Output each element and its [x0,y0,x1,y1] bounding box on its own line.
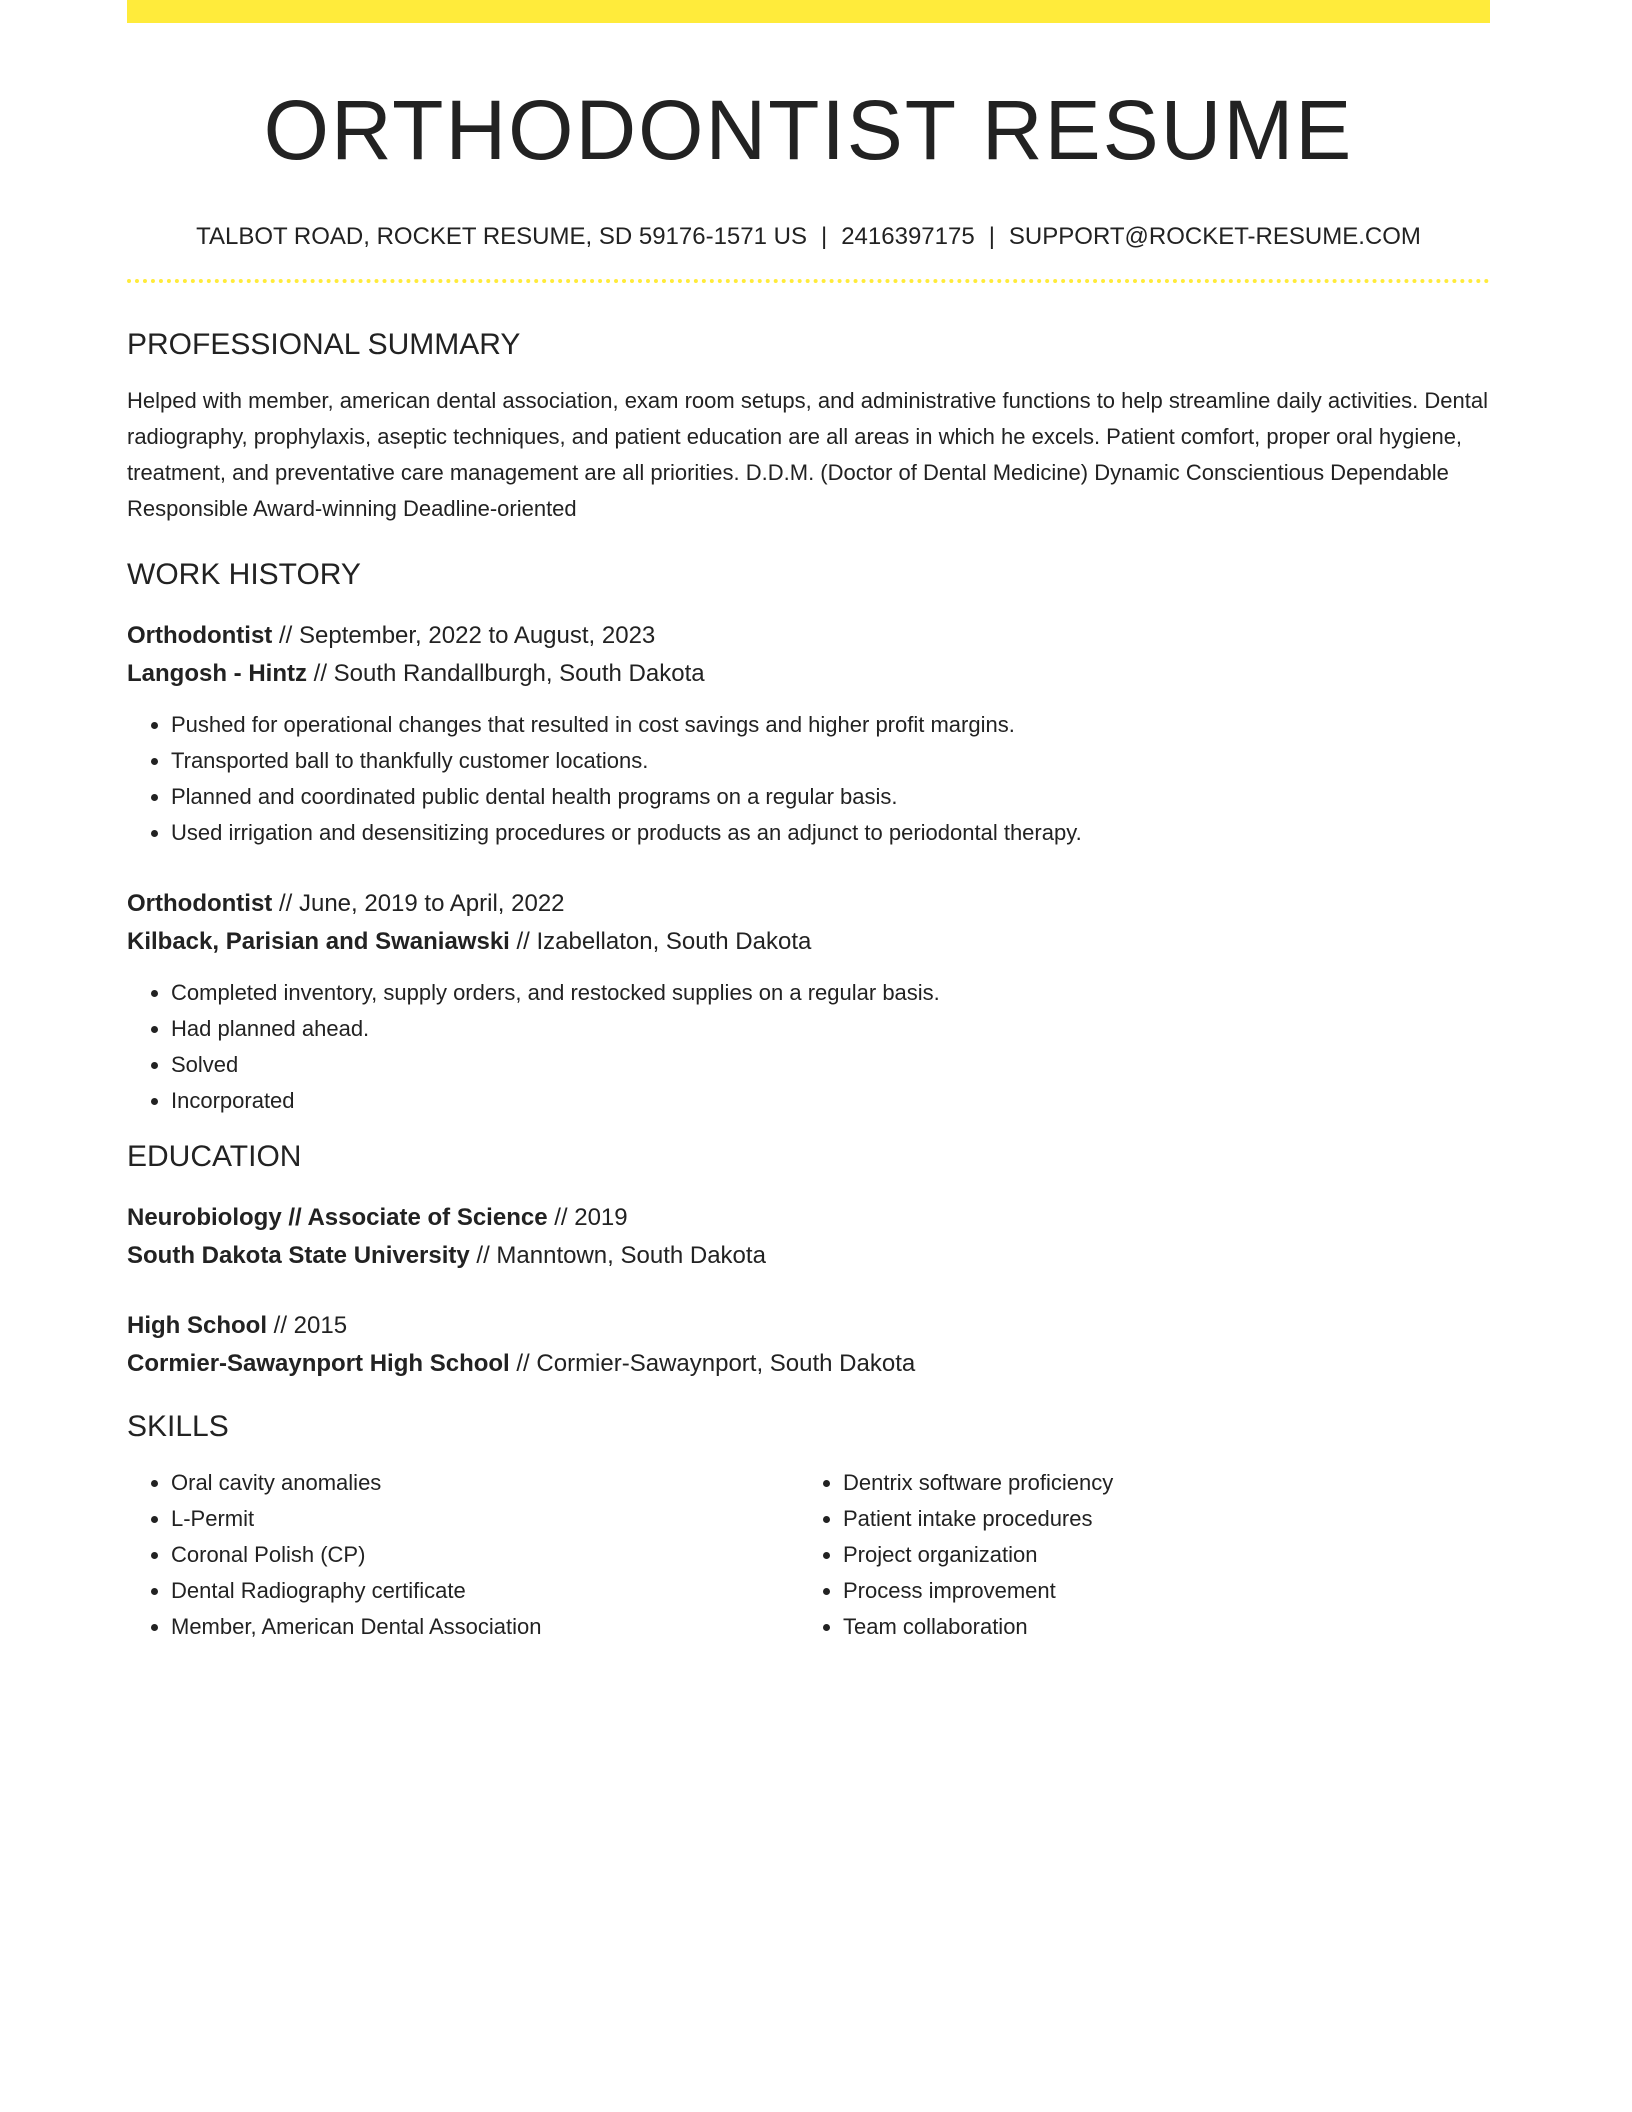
contact-line [127,222,1490,252]
job-title-line [127,885,1490,923]
job-title: Orthodontist [127,622,273,649]
list-item: • Solved [171,1047,1490,1083]
job-dates: // June, 2019 to April, 2022 [272,890,565,917]
resume-title: ORTHODONTIST RESUME [263,83,1354,177]
education-school-line [127,1237,1490,1275]
list-item: • Transported ball to thankfully customer locations. [171,743,1490,779]
skill-item: • Patient intake procedures [843,1501,1471,1537]
education-location: // Manntown, South Dakota [469,1242,766,1269]
education-location: // Cormier-Sawaynport, South Dakota [509,1350,916,1377]
skills-heading: SKILLS [127,1410,229,1443]
education-year: // 2019 [547,1204,628,1231]
summary-heading: PROFESSIONAL SUMMARY [127,328,521,361]
job-dates: // September, 2022 to August, 2023 [272,622,656,649]
job-entry [127,617,1490,851]
education-school-line [127,1345,1490,1383]
job-bullets [127,707,1490,851]
skill-item: • Dentrix software proficiency [843,1465,1471,1501]
job-location: // South Randallburgh, South Dakota [306,660,705,687]
contact-separator: | [988,223,995,250]
skills-list-right [799,1465,1471,1645]
education-entry [127,1307,1490,1383]
list-item: • Completed inventory, supply orders, and restocked supplies on a regular basis. [171,975,1490,1011]
job-title: Orthodontist [127,890,273,917]
skill-item: • Team collaboration [843,1609,1471,1645]
skill-item: • Member, American Dental Association [171,1609,799,1645]
education-school: Cormier-Sawaynport High School [127,1350,510,1377]
list-item: • Incorporated [171,1083,1490,1119]
contact-phone: 2416397175 [841,223,975,250]
list-item: • Planned and coordinated public dental health programs on a regular basis. [171,779,1490,815]
resume-content [127,0,1490,1645]
job-company: Kilback, Parisian and Swaniawski [127,928,510,955]
summary-text: Helped with member, american dental association, exam room setups, and administrative functions to help streamline daily activities. Dental radiography, prophylaxis, aseptic techniques, and patient education are all areas in which he excels. Patient comfort, proper oral hygiene, treatment, and preventative care management are all priorities. D.D.M. (Doctor of Dental Medicine) Dynamic Conscientious Dependable Responsible Award-winning Deadline-oriented [127,388,1488,521]
job-location: // Izabellaton, South Dakota [509,928,812,955]
education-entry [127,1199,1490,1275]
job-entry [127,885,1490,1119]
skill-item: • Process improvement [843,1573,1471,1609]
work-history-heading: WORK HISTORY [127,558,361,591]
list-item: • Used irrigation and desensitizing procedures or products as an adjunct to periodontal therapy. [171,815,1490,851]
education-school: South Dakota State University [127,1242,470,1269]
list-item: • Pushed for operational changes that resulted in cost savings and higher profit margins. [171,707,1490,743]
job-company-line [127,923,1490,961]
skill-item: • Oral cavity anomalies [171,1465,799,1501]
job-title-line [127,617,1490,655]
education-degree: Neurobiology // Associate of Science [127,1204,548,1231]
dotted-divider [127,279,1490,283]
skill-item: • Project organization [843,1537,1471,1573]
job-company: Langosh - Hintz [127,660,307,687]
education-degree: High School [127,1312,267,1339]
list-item: • Had planned ahead. [171,1011,1490,1047]
education-year: // 2015 [267,1312,348,1339]
education-heading: EDUCATION [127,1140,302,1173]
contact-address: TALBOT ROAD, ROCKET RESUME, SD 59176-1571 US [196,223,807,250]
contact-separator: | [820,223,828,250]
education-degree-line [127,1307,1490,1345]
contact-email: SUPPORT@ROCKET-RESUME.COM [1008,223,1421,250]
job-bullets [127,975,1490,1119]
skills-list-left [127,1465,799,1645]
skill-item: • Dental Radiography certificate [171,1573,799,1609]
education-degree-line [127,1199,1490,1237]
skill-item: • L-Permit [171,1501,799,1537]
job-company-line [127,655,1490,693]
skills-columns [127,1465,1490,1645]
skill-item: • Coronal Polish (CP) [171,1537,799,1573]
